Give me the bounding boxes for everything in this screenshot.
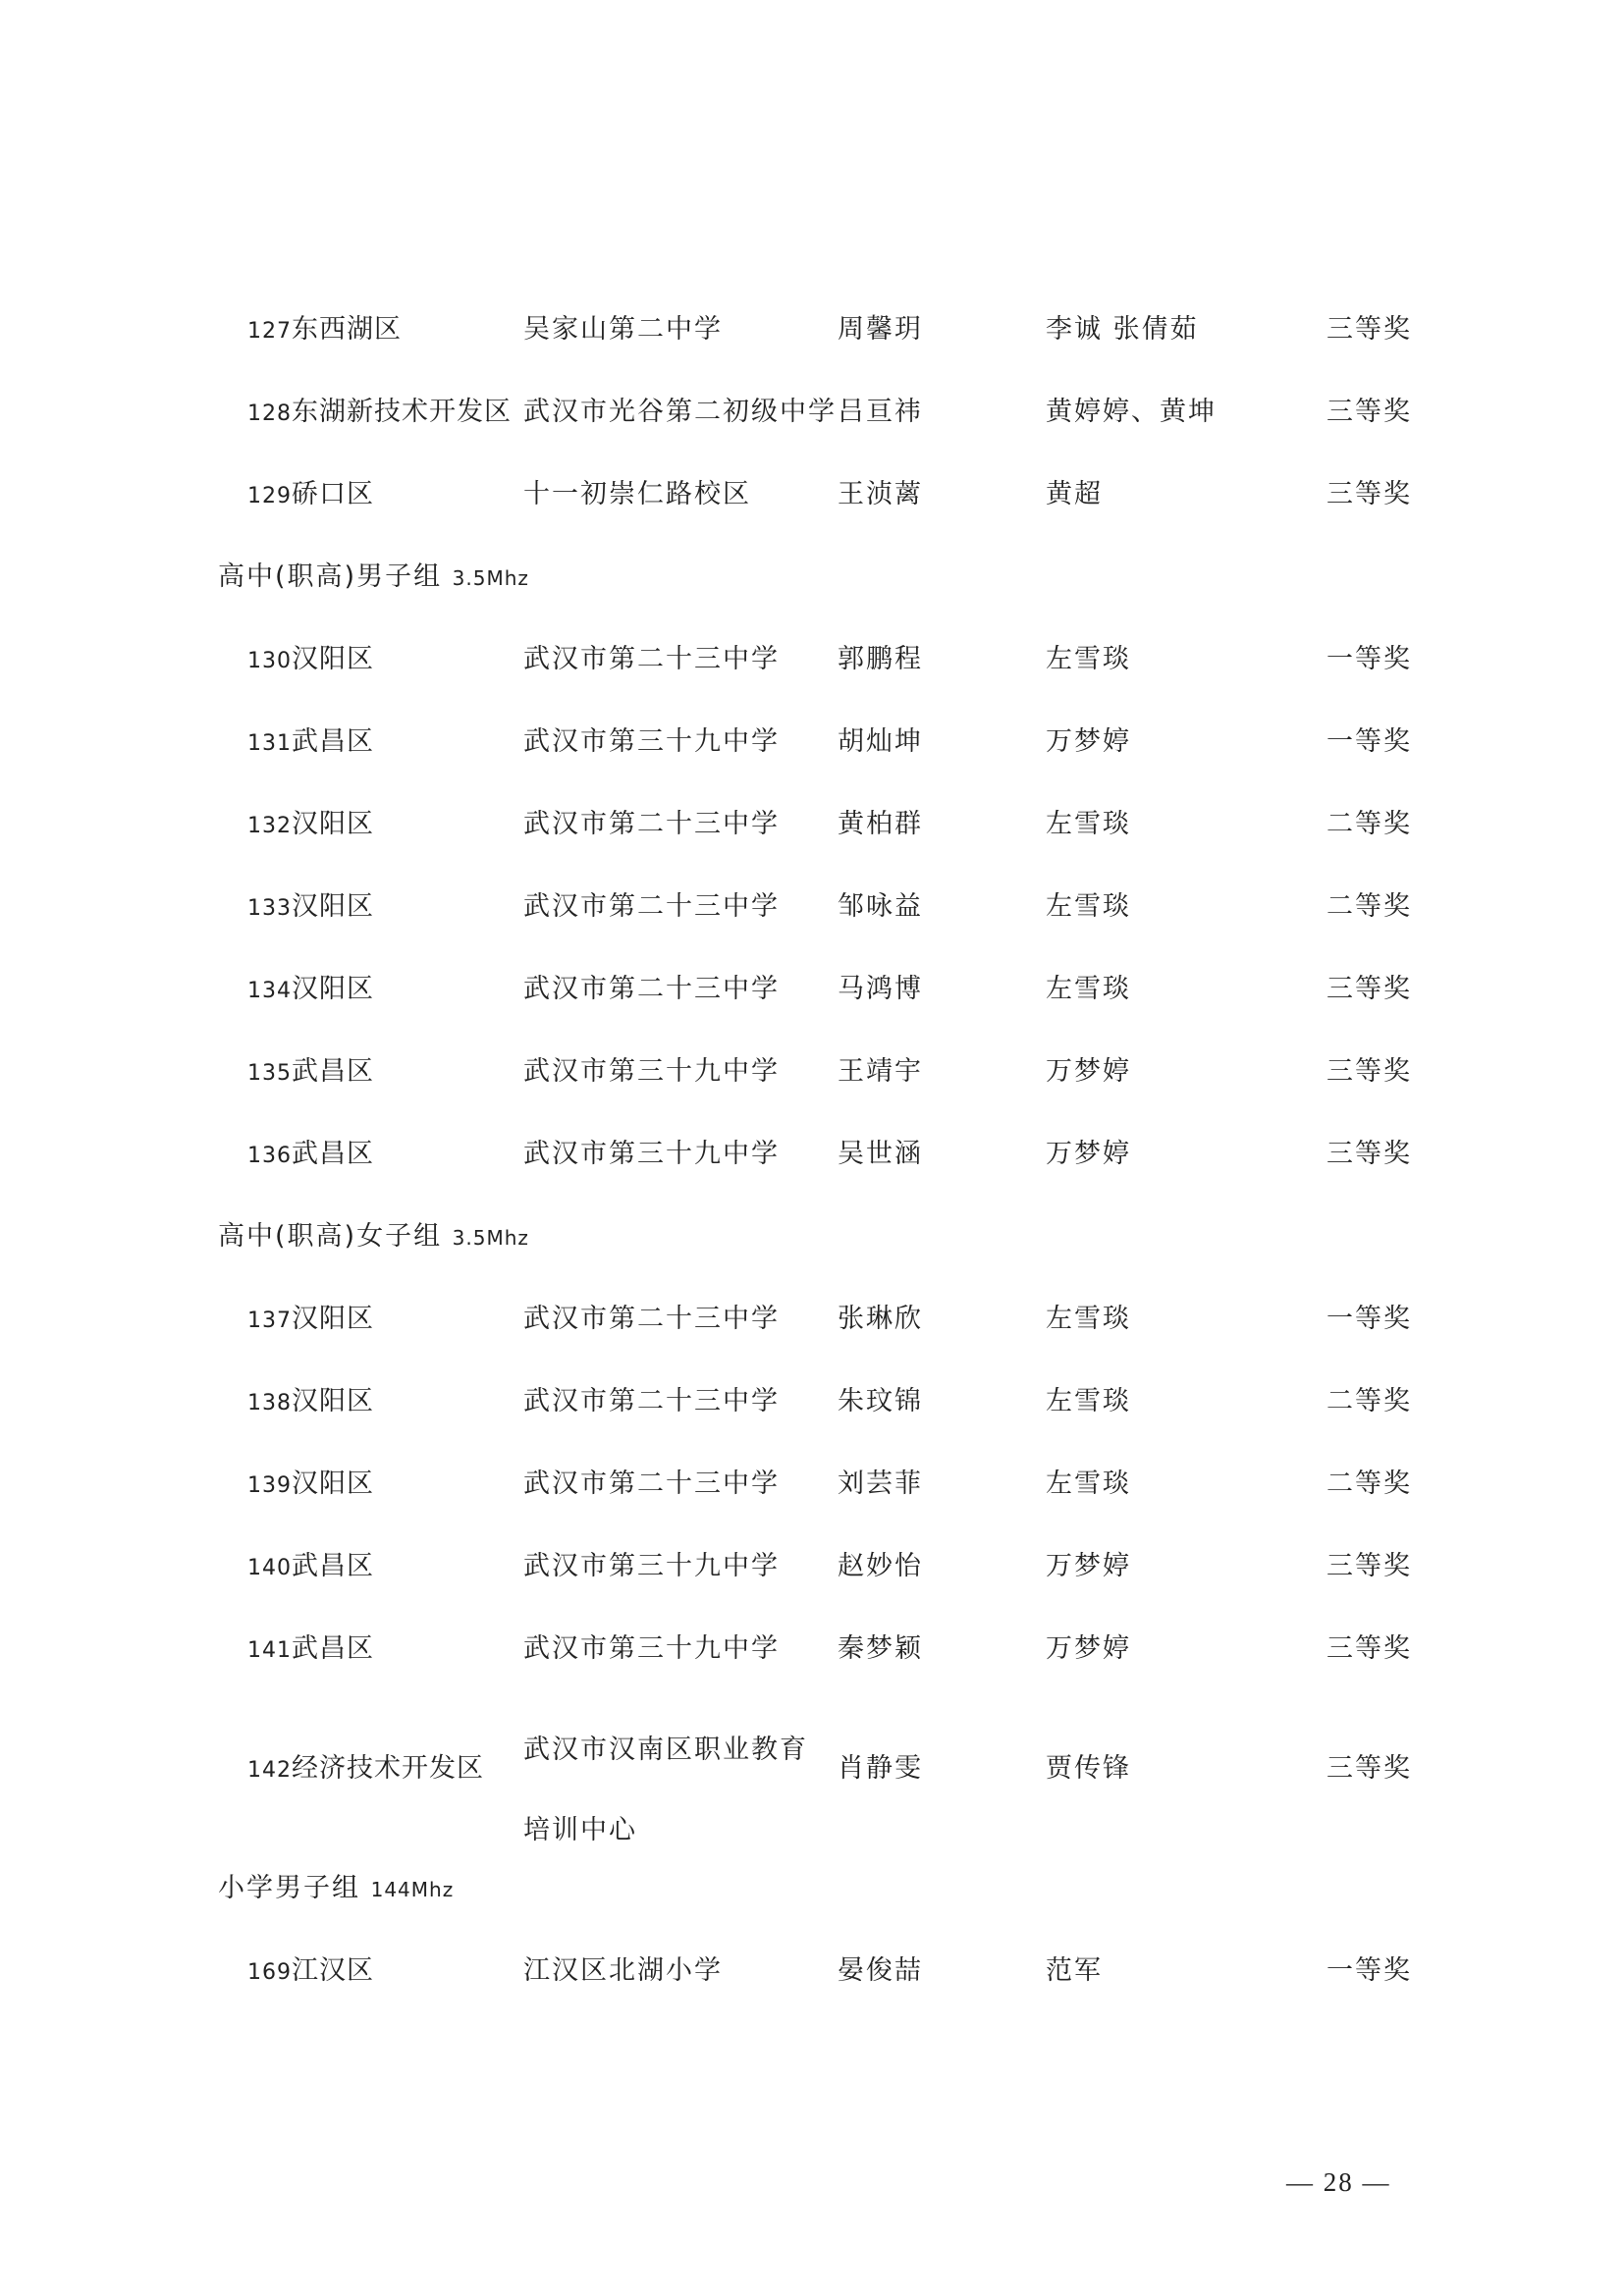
- teacher-name: 左雪琰: [1046, 644, 1131, 674]
- row-number-district: [247, 640, 374, 681]
- school-name: 武汉市第三十九中学: [523, 1139, 780, 1169]
- teacher-name: 万梦婷: [1046, 1139, 1131, 1169]
- teacher-name: 万梦婷: [1046, 1551, 1131, 1581]
- award-level: 二等奖: [1326, 809, 1412, 839]
- row-number-district: [247, 1749, 484, 1790]
- table-row: [0, 1608, 1624, 1690]
- student-name: 马鸿博: [838, 974, 923, 1004]
- row-number: 137: [247, 1308, 292, 1333]
- table-row: [0, 1031, 1624, 1113]
- teacher-name: 左雪琰: [1046, 891, 1131, 922]
- student-name: 刘芸菲: [838, 1468, 923, 1499]
- award-level: 一等奖: [1326, 1304, 1412, 1334]
- row-number: 139: [247, 1473, 292, 1498]
- teacher-name: 左雪琰: [1046, 1304, 1131, 1334]
- school-name: 武汉市光谷第二初级中学: [523, 397, 837, 427]
- row-number-district: [247, 1465, 374, 1506]
- award-level: 三等奖: [1326, 1139, 1412, 1169]
- award-level: 一等奖: [1326, 726, 1412, 757]
- section-heading-text: [218, 1217, 529, 1257]
- district: 经济技术开发区: [292, 1753, 484, 1784]
- row-number: 127: [247, 319, 292, 344]
- row-number-district: [247, 1951, 374, 1993]
- district: 武昌区: [292, 1551, 374, 1581]
- student-name: 赵妙怡: [838, 1551, 923, 1581]
- student-name: 王浈蓠: [838, 479, 923, 509]
- table-row: [0, 948, 1624, 1031]
- section-heading-frequency: 144Mhz: [370, 1878, 455, 1901]
- student-name: 朱玟锦: [838, 1386, 923, 1416]
- student-name: 邹咏益: [838, 891, 923, 922]
- award-level: 三等奖: [1326, 1551, 1412, 1581]
- section-heading: [0, 536, 1624, 618]
- student-name: 吴世涵: [838, 1139, 923, 1169]
- teacher-name: 万梦婷: [1046, 1056, 1131, 1087]
- section-heading-label: 小学男子组: [218, 1873, 360, 1903]
- district: 汉阳区: [292, 974, 374, 1004]
- student-name: 肖静雯: [838, 1753, 923, 1784]
- row-number-district: [247, 1382, 374, 1423]
- school-name: 武汉市第二十三中学: [523, 1386, 780, 1416]
- row-number-district: [247, 887, 374, 929]
- row-number: 140: [247, 1556, 292, 1580]
- district: 汉阳区: [292, 1468, 374, 1499]
- student-name: 吕亘祎: [838, 397, 923, 427]
- teacher-name: 左雪琰: [1046, 974, 1131, 1004]
- table-row: [0, 1525, 1624, 1608]
- row-number-district: [247, 970, 374, 1011]
- table-row: [0, 618, 1624, 701]
- table-row: [0, 1443, 1624, 1525]
- row-number: 132: [247, 814, 292, 838]
- row-number-district: [247, 1629, 374, 1671]
- district: 汉阳区: [292, 1304, 374, 1334]
- table-row: [0, 1361, 1624, 1443]
- section-heading-text: [218, 1869, 454, 1909]
- school-name: 武汉市第三十九中学: [523, 1633, 780, 1664]
- row-number: 134: [247, 979, 292, 1003]
- row-number: 169: [247, 1960, 292, 1985]
- row-number: 129: [247, 484, 292, 508]
- table-row: [0, 1930, 1624, 2012]
- table-row: [0, 289, 1624, 371]
- district: 汉阳区: [292, 1386, 374, 1416]
- teacher-name: 左雪琰: [1046, 1386, 1131, 1416]
- row-number-district: [247, 805, 374, 846]
- school-name: 武汉市第三十九中学: [523, 1056, 780, 1087]
- district: 汉阳区: [292, 891, 374, 922]
- student-name: 郭鹏程: [838, 644, 923, 674]
- teacher-name: 李诚 张倩茹: [1046, 314, 1199, 345]
- award-level: 二等奖: [1326, 1468, 1412, 1499]
- teacher-name: 万梦婷: [1046, 726, 1131, 757]
- section-heading-label: 高中(职高)女子组: [218, 1221, 443, 1252]
- award-level: 三等奖: [1326, 314, 1412, 345]
- district: 硚口区: [292, 479, 374, 509]
- section-heading-frequency: 3.5Mhz: [452, 1226, 529, 1250]
- award-list: [0, 289, 1624, 2012]
- school-name: 武汉市汉南区职业教育培训中心: [523, 1735, 808, 1845]
- table-row: [0, 1690, 1624, 1847]
- award-level: 二等奖: [1326, 891, 1412, 922]
- award-level: 一等奖: [1326, 1955, 1412, 1986]
- row-number: 131: [247, 731, 292, 756]
- award-level: 三等奖: [1326, 479, 1412, 509]
- school-name: 武汉市第二十三中学: [523, 644, 780, 674]
- district: 武昌区: [292, 1633, 374, 1664]
- page-number: — 28 —: [1286, 2167, 1391, 2197]
- district: 汉阳区: [292, 809, 374, 839]
- section-heading-text: [218, 558, 529, 598]
- school-name: 武汉市第三十九中学: [523, 1551, 780, 1581]
- row-number: 141: [247, 1638, 292, 1663]
- row-number: 130: [247, 649, 292, 673]
- award-level: 三等奖: [1326, 1056, 1412, 1087]
- district: 武昌区: [292, 1056, 374, 1087]
- table-row: [0, 1113, 1624, 1196]
- district: 武昌区: [292, 726, 374, 757]
- district: 东西湖区: [292, 314, 402, 345]
- student-name: 晏俊喆: [838, 1955, 923, 1986]
- row-number-district: [247, 1300, 374, 1341]
- award-level: 一等奖: [1326, 644, 1412, 674]
- section-heading-label: 高中(职高)男子组: [218, 561, 443, 592]
- district: 江汉区: [292, 1955, 374, 1986]
- student-name: 王靖宇: [838, 1056, 923, 1087]
- school-name: 十一初崇仁路校区: [523, 479, 751, 509]
- district: 汉阳区: [292, 644, 374, 674]
- teacher-name: 左雪琰: [1046, 1468, 1131, 1499]
- teacher-name: 贾传锋: [1046, 1753, 1131, 1784]
- table-row: [0, 371, 1624, 454]
- teacher-name: 万梦婷: [1046, 1633, 1131, 1664]
- school-name: 武汉市第二十三中学: [523, 1304, 780, 1334]
- teacher-name: 黄婷婷、黄坤: [1046, 397, 1217, 427]
- row-number-district: [247, 1052, 374, 1094]
- teacher-name: 黄超: [1046, 479, 1103, 509]
- row-number-district: [247, 1135, 374, 1176]
- teacher-name: 左雪琰: [1046, 809, 1131, 839]
- award-level: 三等奖: [1326, 974, 1412, 1004]
- school-name: 吴家山第二中学: [523, 314, 723, 345]
- district: 东湖新技术开发区: [292, 397, 512, 427]
- section-heading: [0, 1196, 1624, 1278]
- school-name: 武汉市第二十三中学: [523, 809, 780, 839]
- row-number: 136: [247, 1144, 292, 1168]
- student-name: 张琳欣: [838, 1304, 923, 1334]
- award-level: 三等奖: [1326, 397, 1412, 427]
- table-row: [0, 701, 1624, 783]
- school-name: 武汉市第二十三中学: [523, 891, 780, 922]
- award-level: 三等奖: [1326, 1633, 1412, 1664]
- school-name: 江汉区北湖小学: [523, 1955, 723, 1986]
- table-row: [0, 454, 1624, 536]
- row-number-district: [247, 310, 402, 351]
- row-number: 128: [247, 401, 292, 426]
- table-row: [0, 1278, 1624, 1361]
- row-number-district: [247, 722, 374, 764]
- table-row: [0, 783, 1624, 866]
- row-number: 135: [247, 1061, 292, 1086]
- row-number: 142: [247, 1758, 292, 1783]
- teacher-name: 范军: [1046, 1955, 1103, 1986]
- school-name: 武汉市第二十三中学: [523, 974, 780, 1004]
- table-row: [0, 866, 1624, 948]
- student-name: 黄柏群: [838, 809, 923, 839]
- school-name: 武汉市第二十三中学: [523, 1468, 780, 1499]
- school-name: 武汉市第三十九中学: [523, 726, 780, 757]
- student-name: 胡灿坤: [838, 726, 923, 757]
- section-heading-frequency: 3.5Mhz: [452, 566, 529, 590]
- row-number-district: [247, 1547, 374, 1588]
- row-number: 138: [247, 1391, 292, 1415]
- student-name: 周馨玥: [838, 314, 923, 345]
- award-level: 二等奖: [1326, 1386, 1412, 1416]
- row-number-district: [247, 475, 374, 516]
- student-name: 秦梦颖: [838, 1633, 923, 1664]
- district: 武昌区: [292, 1139, 374, 1169]
- section-heading: [0, 1847, 1624, 1930]
- row-number-district: [247, 393, 512, 434]
- award-level: 三等奖: [1326, 1753, 1412, 1784]
- row-number: 133: [247, 896, 292, 921]
